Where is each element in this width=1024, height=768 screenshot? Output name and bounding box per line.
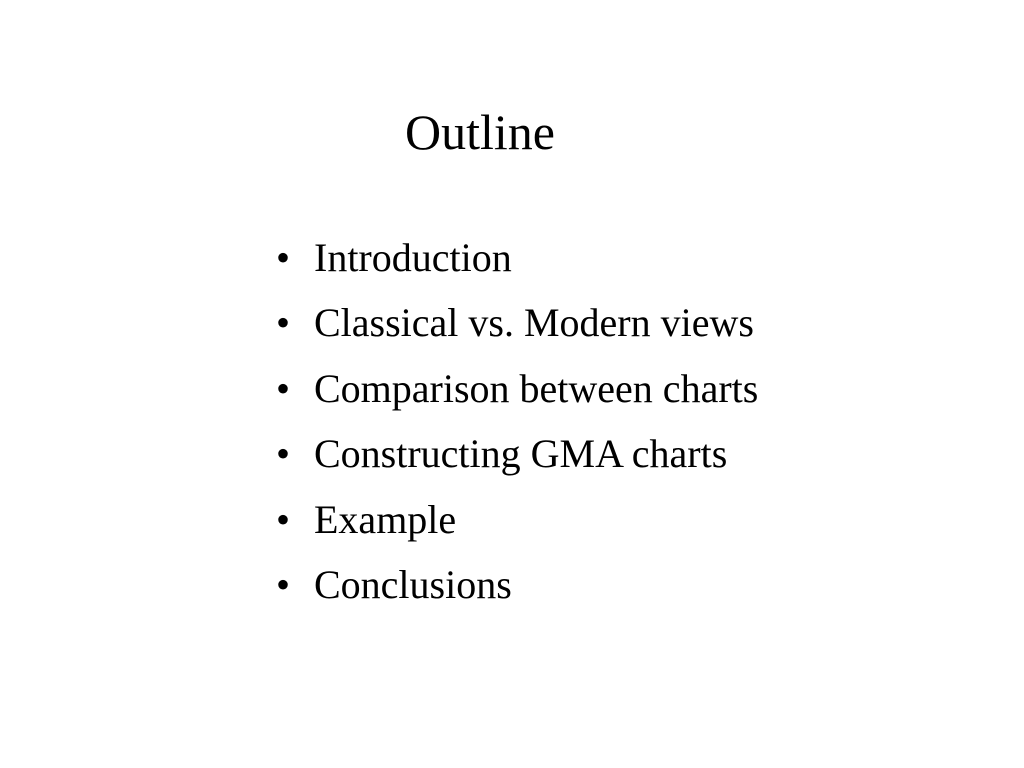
outline-item-label: Introduction bbox=[314, 235, 512, 280]
outline-item-label: Conclusions bbox=[314, 561, 512, 607]
outline-item-label: Constructing GMA charts bbox=[314, 431, 728, 477]
slide-title: Outline bbox=[405, 104, 555, 160]
bullet-icon: • bbox=[276, 300, 291, 346]
bullet-icon: • bbox=[276, 496, 291, 542]
bullet-icon: • bbox=[276, 365, 291, 411]
outline-item-label: Comparison between charts bbox=[314, 365, 759, 411]
bullet-icon: • bbox=[276, 431, 291, 477]
bullet-icon: • bbox=[276, 561, 291, 607]
bullet-icon: • bbox=[276, 235, 291, 280]
outline-item-label: Example bbox=[314, 496, 457, 542]
outline-item-label: Classical vs. Modern views bbox=[314, 300, 754, 346]
